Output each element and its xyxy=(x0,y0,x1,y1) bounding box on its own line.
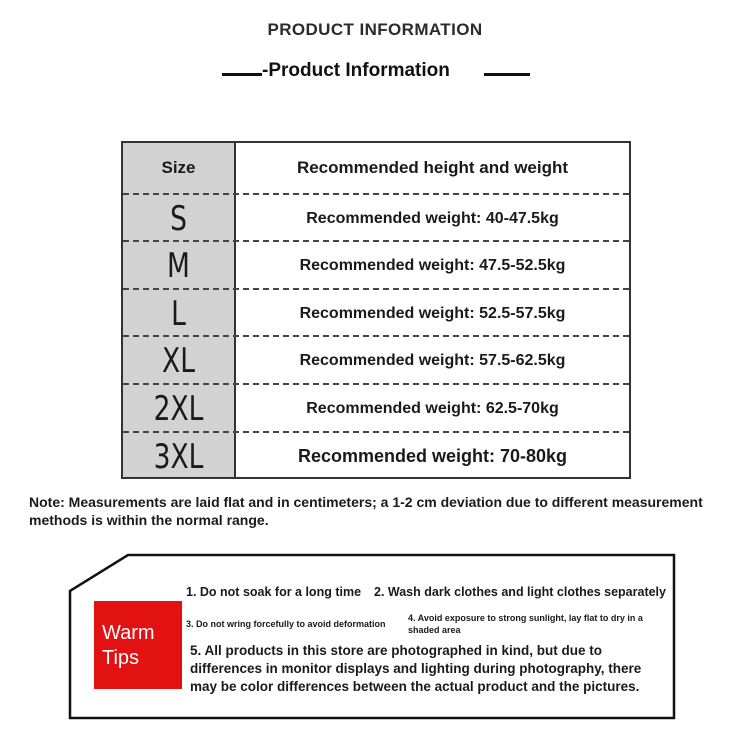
size-chart-table xyxy=(121,141,631,479)
table-row xyxy=(123,337,629,384)
recommendation-cell: Recommended weight: 70-80kg xyxy=(297,446,568,466)
recommendation-cell: Recommended weight: 57.5-62.5kg xyxy=(299,351,566,369)
table-row xyxy=(123,433,629,480)
table-row xyxy=(123,195,629,242)
size-cell: M xyxy=(167,245,190,286)
recommendation-cell: Recommended weight: 47.5-52.5kg xyxy=(299,256,566,274)
recommendation-cell: Recommended weight: 52.5-57.5kg xyxy=(299,304,566,322)
table-header-row xyxy=(123,143,629,193)
heading-divider-left xyxy=(222,73,262,76)
size-cell: XL xyxy=(162,340,195,381)
section-title: -Product Information xyxy=(262,60,450,81)
page-title: PRODUCT INFORMATION xyxy=(267,20,483,39)
heading-divider-right xyxy=(484,73,530,76)
care-tip-2: 2. Wash dark clothes and light clothes separately xyxy=(374,585,666,599)
table-row xyxy=(123,385,629,432)
care-tip-3: 3. Do not wring forcefully to avoid deformation xyxy=(186,619,386,629)
size-cell: S xyxy=(170,198,187,239)
section-heading xyxy=(0,60,750,88)
recommendation-cell: Recommended weight: 40-47.5kg xyxy=(306,209,559,227)
recommendation-cell: Recommended weight: 62.5-70kg xyxy=(306,399,559,417)
measurement-note: Note: Measurements are laid flat and in centimeters; a 1-2 cm deviation due to different measurement methods is within the normal range. xyxy=(29,494,703,528)
table-row xyxy=(123,242,629,289)
header-recommendation: Recommended height and weight xyxy=(296,158,569,177)
color-difference-notice: 5. All products in this store are photographed in kind, but due to differences in monitor displays and lighting during photography, there may be color differences between the actual product and the pictures. xyxy=(190,643,642,694)
size-cell: 2XL xyxy=(153,388,204,429)
size-cell: L xyxy=(171,293,186,334)
warm-tips-badge xyxy=(94,601,182,689)
warm-tips-badge-line1: Warm xyxy=(102,622,155,644)
header-size: Size xyxy=(161,158,196,177)
warm-tips-badge-line2: Tips xyxy=(102,647,140,669)
table-row xyxy=(123,290,629,337)
care-tip-4: 4. Avoid exposure to strong sunlight, lay flat to dry in a shaded area xyxy=(408,613,643,635)
care-tip-1: 1. Do not soak for a long time xyxy=(186,585,362,599)
size-cell: 3XL xyxy=(153,436,204,477)
